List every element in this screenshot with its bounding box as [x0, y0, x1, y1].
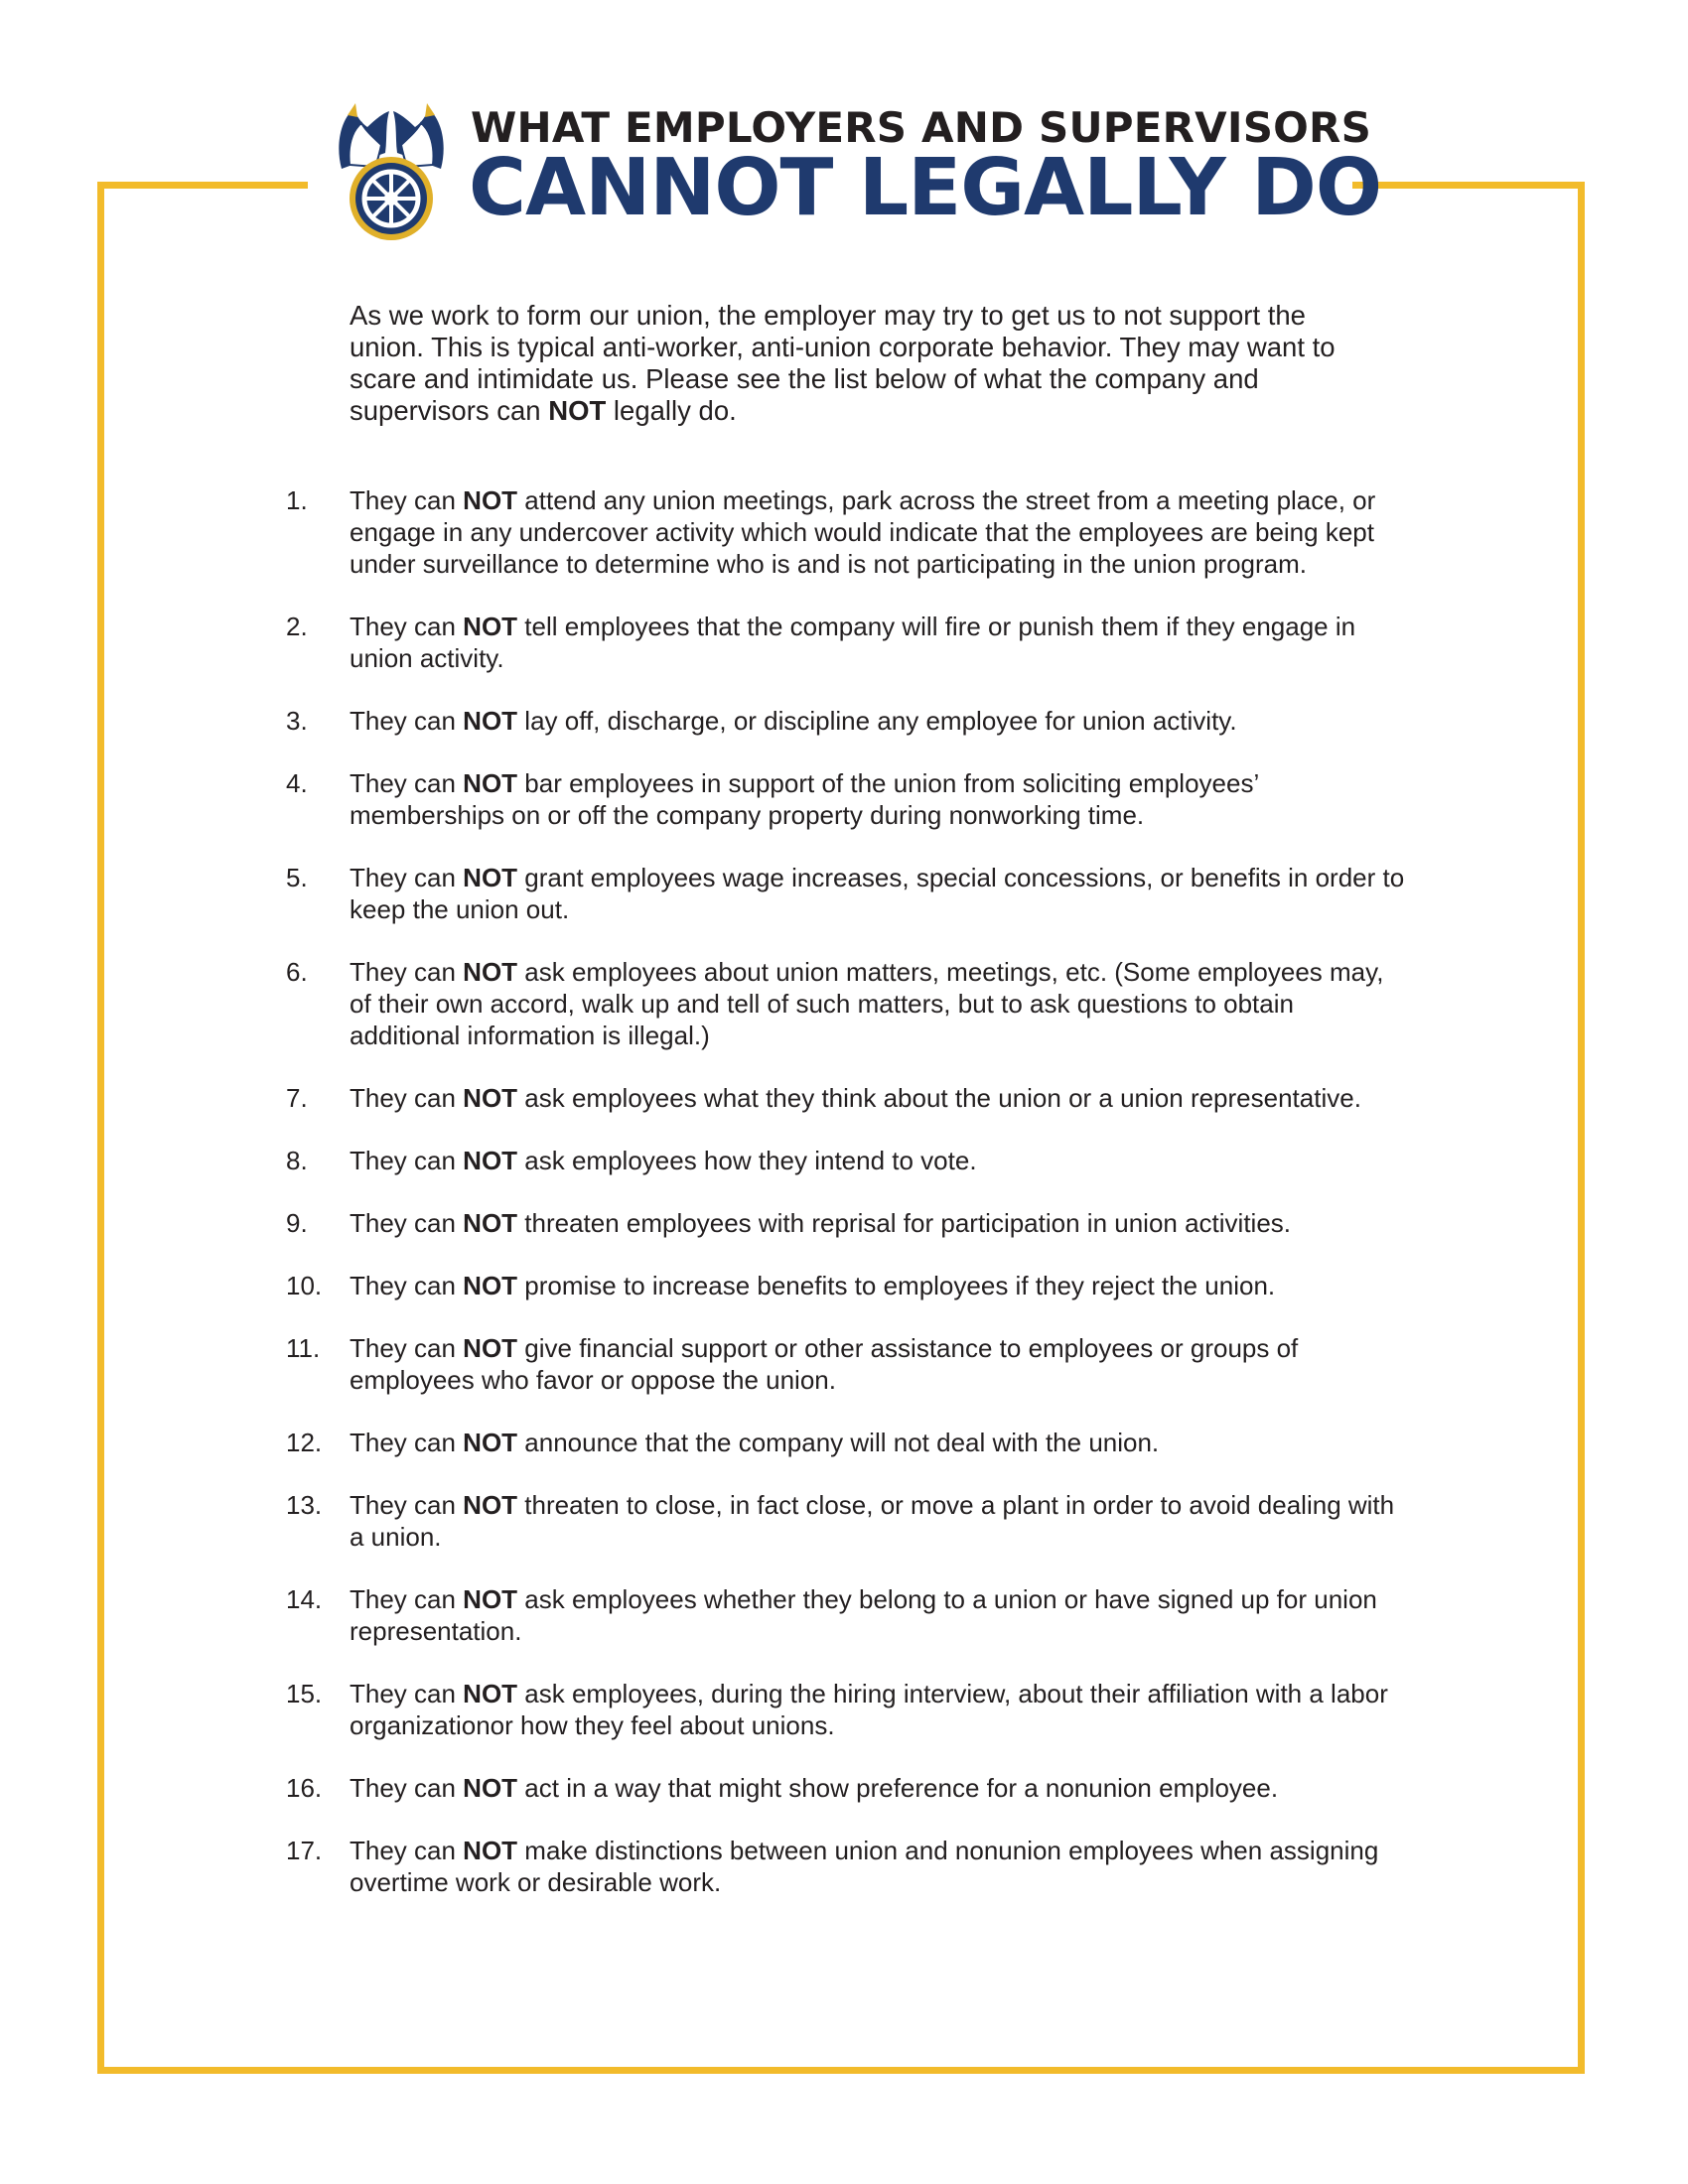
item-number: 17. — [286, 1836, 323, 1865]
item-text: They can NOT ask employees, during the hiring interview, about their affiliation with a labor organizationor how they feel about unions. — [350, 1679, 1388, 1740]
item-number: 1. — [286, 485, 308, 515]
item-number: 8. — [286, 1146, 308, 1175]
item-number: 7. — [286, 1083, 308, 1113]
item-number: 16. — [286, 1773, 323, 1803]
list-item — [286, 956, 1408, 1051]
item-number: 3. — [286, 706, 308, 736]
list-item — [286, 1678, 1408, 1741]
item-text: They can NOT announce that the company will not deal with the union. — [350, 1428, 1160, 1457]
title-line-2: CANNOT LEGALLY DO — [469, 142, 1382, 233]
intro-text-end: legally do. — [606, 395, 737, 426]
item-number: 5. — [286, 863, 308, 892]
item-text: They can NOT attend any union meetings, park across the street from a meeting place, or engage in any undercover activity which would indicate that the employees are being kept under surveillance to determine who is and is not participating in the union program. — [350, 485, 1376, 579]
item-number: 10. — [286, 1271, 323, 1300]
list-item — [286, 767, 1408, 831]
item-text: They can NOT bar employees in support of the union from soliciting employees’ memberships on or off the company property during nonworking time. — [350, 768, 1259, 830]
list-item — [286, 862, 1408, 925]
item-text: They can NOT tell employees that the company will fire or punish them if they engage in union activity. — [350, 612, 1356, 673]
item-text: They can NOT give financial support or other assistance to employees or groups of employees who favor or oppose the union. — [350, 1333, 1299, 1395]
list-item — [286, 1583, 1408, 1647]
item-number: 12. — [286, 1428, 323, 1457]
item-text: They can NOT ask employees what they think about the union or a union representative. — [350, 1083, 1361, 1113]
item-number: 2. — [286, 612, 308, 641]
list-item — [286, 1270, 1408, 1301]
teamsters-logo-icon — [328, 99, 455, 246]
list-item — [286, 705, 1408, 737]
title-line-1: WHAT EMPLOYERS AND SUPERVISORS — [471, 103, 1372, 152]
item-text: They can NOT grant employees wage increases, special concessions, or benefits in order to keep the union out. — [350, 863, 1405, 924]
item-number: 15. — [286, 1679, 323, 1708]
item-number: 6. — [286, 957, 308, 987]
item-text: They can NOT ask employees whether they belong to a union or have signed up for union representation. — [350, 1584, 1377, 1646]
item-text: They can NOT threaten to close, in fact close, or move a plant in order to avoid dealing with a union. — [350, 1490, 1395, 1552]
item-text: They can NOT make distinctions between union and nonunion employees when assigning overtime work or desirable work. — [350, 1836, 1379, 1897]
item-number: 11. — [286, 1333, 321, 1363]
list-item — [286, 1427, 1408, 1458]
list-item — [286, 1332, 1408, 1396]
item-number: 9. — [286, 1208, 308, 1238]
list-item — [286, 1489, 1408, 1553]
intro-text: As we work to form our union, the employer may try to get us to not support the union. This is typical anti-worker, anti-union corporate behavior. They may want to scare and intimidate us. Please see the list below of what the company and supervisors can — [350, 300, 1336, 426]
item-text: They can NOT promise to increase benefits to employees if they reject the union. — [350, 1271, 1276, 1300]
list-item — [286, 1082, 1408, 1114]
list-item — [286, 1772, 1408, 1804]
prohibitions-list — [286, 484, 1408, 1929]
item-text: They can NOT act in a way that might show preference for a nonunion employee. — [350, 1773, 1279, 1803]
list-item — [286, 484, 1408, 580]
list-item — [286, 611, 1408, 674]
item-number: 14. — [286, 1584, 323, 1614]
item-number: 13. — [286, 1490, 323, 1520]
list-item — [286, 1835, 1408, 1898]
item-text: They can NOT ask employees how they intend to vote. — [350, 1146, 977, 1175]
item-text: They can NOT threaten employees with reprisal for participation in union activities. — [350, 1208, 1292, 1238]
item-text: They can NOT ask employees about union matters, meetings, etc. (Some employees may, of their own accord, walk up and tell of such matters, but to ask questions to obtain additional information is illegal.) — [350, 957, 1384, 1050]
intro-paragraph — [350, 300, 1362, 427]
item-text: They can NOT lay off, discharge, or discipline any employee for union activity. — [350, 706, 1237, 736]
list-item — [286, 1145, 1408, 1176]
intro-emphasis: NOT — [548, 395, 607, 426]
item-number: 4. — [286, 768, 308, 798]
list-item — [286, 1207, 1408, 1239]
